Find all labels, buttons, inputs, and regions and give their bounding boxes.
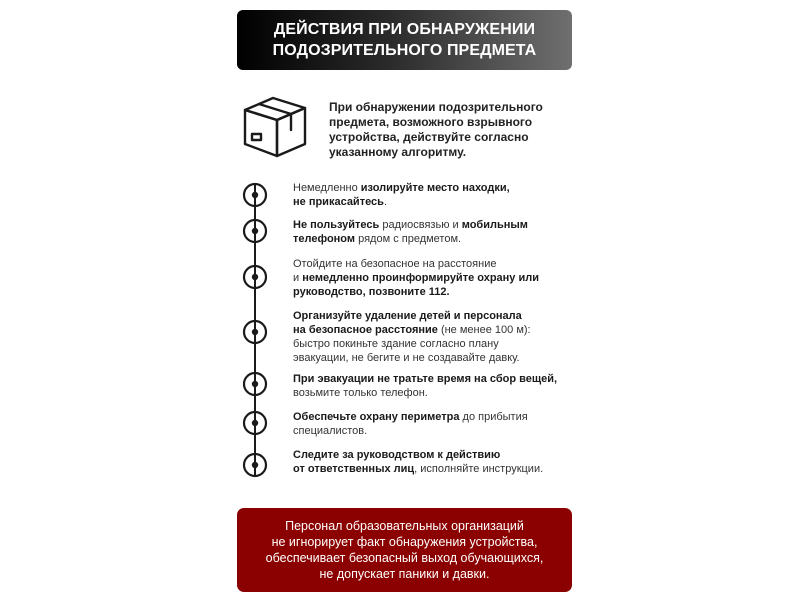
step-line [293,372,568,386]
step-emphasis: телефоном [293,233,356,245]
step-segment: радиосвязью и [379,219,462,231]
step-segment: , исполняйте инструкции. [414,463,544,475]
intro-text [329,100,579,160]
footer-line: Персонал образовательных организаций [285,519,524,533]
step-line [293,386,568,400]
step-text [293,218,568,246]
step-text [293,372,568,400]
step-line [293,271,568,285]
step-line [293,410,568,424]
step-emphasis: мобильным [461,219,528,231]
step-text [293,181,568,209]
step-marker-icon [242,182,268,208]
step-segment: рядом с предметом. [355,233,462,245]
header-banner [237,10,572,70]
step-emphasis: Не пользуйтесь [293,219,380,231]
step-segment: до прибытия [459,411,528,423]
footer-banner [237,508,572,592]
step-segment: специалистов. [293,425,368,437]
footer-line: обеспечивает безопасный выход обучающихся, [265,551,544,565]
step-emphasis: руководство, позвоните 112. [293,286,450,298]
step-emphasis: от ответственных лиц [293,463,415,475]
step-marker-icon [242,264,268,290]
step-line [293,337,568,351]
step-line [293,232,568,246]
title-line-2: ПОДОЗРИТЕЛЬНОГО ПРЕДМЕТА [272,42,537,59]
intro-line: предмета, возможного взрывного [329,115,533,129]
step-text [293,309,568,365]
step-emphasis: Следите за руководством к действию [293,449,501,461]
intro-line: устройства, действуйте согласно [329,130,529,144]
step-line [293,448,568,462]
step-emphasis: При эвакуации не тратьте время на сбор вещей, [293,373,558,385]
title-line-1: ДЕЙСТВИЯ ПРИ ОБНАРУЖЕНИИ [273,21,536,38]
step-line [293,351,568,365]
step-emphasis: изолируйте место находки, [360,182,510,194]
step-line [293,257,568,271]
step-line [293,309,568,323]
step-marker-icon [242,218,268,244]
step-emphasis: на безопасное расстояние [293,324,438,336]
page-title [273,19,537,61]
step-segment: возьмите только телефон. [293,387,428,399]
footer-line: не игнорирует факт обнаружения устройства, [271,535,538,549]
step-emphasis: не прикасайтесь [293,196,384,208]
footer-text [245,518,565,582]
step-line [293,285,568,299]
step-text [293,410,568,438]
step-marker-icon [242,319,268,345]
intro-section [241,92,571,162]
step-emphasis: Обеспечьте охрану периметра [293,411,460,423]
step-segment: эвакуации, не бегите и не создавайте давку. [293,352,520,364]
footer-line: не допускает паники и давки. [319,567,490,581]
step-text [293,257,568,299]
step-emphasis: немедленно проинформируйте охрану или [302,272,539,284]
step-line [293,218,568,232]
package-box-icon [241,92,313,160]
step-segment: Немедленно [293,182,361,194]
intro-line: указанному алгоритму. [329,145,467,159]
step-emphasis: Организуйте удаление детей и персонала [293,310,522,322]
step-line [293,462,568,476]
step-line [293,323,568,337]
step-line [293,181,568,195]
intro-line: При обнаружении подозрительного [329,100,543,114]
step-segment: быстро покиньте здание согласно плану [293,338,499,350]
step-segment: (не менее 100 м): [437,324,531,336]
step-segment: Отойдите на безопасное на расстояние [293,258,497,270]
step-marker-icon [242,371,268,397]
step-marker-icon [242,452,268,478]
step-text [293,448,568,476]
step-marker-icon [242,410,268,436]
step-segment: и [293,272,303,284]
step-segment: . [383,196,388,208]
step-line [293,424,568,438]
step-line [293,195,568,209]
